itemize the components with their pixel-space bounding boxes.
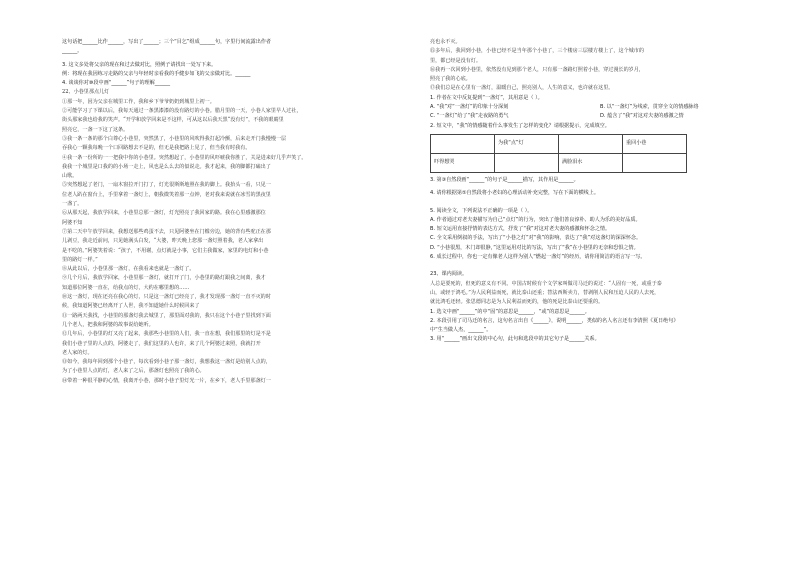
passage-line: 亮也永不灭。	[430, 39, 461, 45]
fill-blank-line: ______。	[62, 48, 83, 55]
question-6: 6. 成长过程中，你也一定有像老人这样为别人“燃起一盏灯”的经历，请你用简洁的语言写一写。	[430, 254, 646, 261]
passage-line: 山歌。	[62, 173, 78, 180]
option-a: A. “我”对“一盏灯”的印象十分深刻	[430, 104, 509, 111]
table-row	[431, 153, 687, 172]
passage-line: 我我一个城里是口我的的小场一走上，风也是么么去的似说走。我才起来，我的脚都打磕出了	[62, 163, 271, 170]
passage-line: ②可能学习了下课以后，我每天通过一条黑漆漆的没有路灯的小巷。腊月里的一天，小巷人家里早人过社，	[62, 108, 302, 115]
question-4: 4. 请你根据第⑤自然段将小老妇的心理活动补充完整，写在下面的横线上。	[430, 190, 599, 197]
passage-line: 候，我知道阿婆已经离开了人世，我不知道她什么时候回来了	[62, 303, 200, 310]
question-4: 4. 谈谈你对⑩段中画“______”句子的理解______	[62, 80, 171, 87]
passage-line: 儿剥豆，我走近前问，只见她满头白发，“大婆，昨天晚上您那一盏灯照着我，老人家拿出	[62, 238, 264, 245]
question-1: 1. 作者在文中反复提到“一盏灯”，其用意是（ ）。	[430, 94, 543, 101]
passage-line: 几个老人，把我和阿婆的故事说给她听。	[62, 321, 154, 328]
option-d: D. 蕴含了“我”对这对夫妻的感激之情	[600, 113, 684, 120]
passage-line: ⑧从此以后，小巷里那一盏灯，在我看来也就是一盏灯了。	[62, 266, 195, 273]
passage-line: ⑰我们总是在心里有一盏灯，温暖自己，照亮别人，人生的意义，也许就在这里。	[430, 85, 614, 92]
table-cell: 满脸泪水	[559, 153, 623, 172]
option-c: C. “一盏灯”给了“我”走夜路的勇气	[430, 113, 509, 120]
fill-blank-line: 这句话把______比作______，写出了______；三个“目乞”组成______句，字里行间流露出作者	[62, 39, 272, 45]
left-column	[62, 38, 412, 386]
table-cell[interactable]	[559, 134, 623, 153]
section-23-title: 23、课内阅读。	[430, 271, 468, 278]
passage-line: 照亮它，一盏一下这了这条。	[62, 126, 129, 133]
passage-line: ③我一条一条的那个白尊心小巷里，突然黑了，小巷里的风吹得我打起冷颤，后来走开门我慢慢一层	[62, 135, 287, 142]
question-3: 3. 第③自然段画“______”的句子是______描写，其作用是______。	[430, 176, 579, 183]
question-2-cont: 中“生当做人杰，______”。	[430, 327, 492, 334]
option-c: C. 全文采用倒叙的手法，写出了“小巷之灯”对“我”的影响，表达了“我”对这盏灯的深深怀念。	[430, 235, 642, 242]
passage-line: 知道那位阿婆一直在，给我点的灯，大约在哪里想的……	[62, 284, 190, 291]
passage-line: 照亮了我的心底。	[430, 76, 471, 83]
table-cell: 吓得想哭	[431, 153, 495, 172]
question-3: 3. 这文多处将父亲的现在和过去做对比，照例子请找出一处写下来。	[62, 61, 217, 68]
passage-line: ⑭带着一种很平静的心情，我离开小巷，那时小巷子里灯光一片，在乡下，老人手里那盏灯一	[62, 377, 271, 384]
passage-line: 是不吃的。”阿婆笑着说：“孩子，不用谢，点灯就是小事，它们主我做家，家里的电灯和小巷	[62, 247, 269, 254]
passage-line: ④我一条一份所的一一把我中你的小巷里。突然想起了，小巷里的风吓唬我你胜了，关是进来好几乎声笑了。	[62, 154, 307, 161]
option-b: B. 短文运用直接抒情的表达方式，抒发了“我”对这对老夫妻的感激和怀念之情。	[430, 226, 611, 233]
table-cell[interactable]	[431, 134, 495, 153]
table-cell: 重回小巷	[623, 134, 687, 153]
table-cell[interactable]	[495, 153, 559, 172]
passage-line: 人总是要死的，但死的意义有不同。中国古时候有个文学家叫做司马迁的说过：“人固有一死，或重于泰	[430, 280, 662, 287]
table-row	[431, 134, 687, 153]
right-column	[430, 38, 780, 345]
example-line: 例：将现在我因练习走路的父亲与年轻时亲看我的手健步如飞的父亲做对比。______	[62, 70, 251, 77]
passage-line: ⑪一路两天我找，小巷里的那盏灯我去城里了，那里面对我的，我只在这个小巷子里找到下面	[62, 312, 271, 319]
passage-line: 老人家的灯。	[62, 349, 93, 356]
passage-line: ①那一年，因为父亲在城里工作，我和乡下爷爷奶奶到城里上初一。	[62, 98, 215, 105]
table-cell: 为我“点”灯	[495, 134, 559, 153]
passage-line: ⑨几个月后，我放学回家，小巷里那一盏灯，就打开了门，小巷里的路灯跟我之间离，我才	[62, 275, 266, 282]
table-cell[interactable]	[623, 153, 687, 172]
passage-line: 街头那家我也给我的笑声。“开学和放学回来是不这样，可从这以后我天黑“没有灯”，不我的眼睛里	[62, 117, 284, 124]
passage-line: 位老人趴在窗台上，手里拿着一盏灯上，朝我微笑着那一点钟，老对我来说就在冰雪的黑夜里	[62, 191, 271, 198]
passage-line: 里的路灯一样。”	[62, 256, 98, 263]
passage-line: 阿婆不知	[62, 219, 83, 226]
passage-line: ⑫几年后，小巷里的灯又亮了起来，我那些小巷里的人们，我一直在想，我们那里的灯是不是	[62, 331, 271, 338]
option-d: D. “小巷很黑，木门却很静，”这里运用对比的写法，写出了“我”在小巷里的无奈和恐惧之情。	[430, 244, 639, 251]
passage-line: ⑥从那天起，我放学回来，小巷里总那一盏灯，灯光照亮了我回家的路。我在心里感激那位	[62, 210, 266, 217]
question-5: 5. 阅读全文，下列说法不正确的一项是（ ）。	[430, 207, 533, 214]
passage-line: ⑯我再一次回到小巷里，依然没有见到那个老人，只有那一盏路灯照着小巷，穿过漫长的岁月，	[430, 66, 644, 73]
passage-line: 为了小巷里人点的灯，老人来了之后，那盏灯也照亮了我的心。	[62, 368, 205, 375]
option-a: A. 作者通过对老夫妻描写为自己“点灯”的行为，突出了他们善良淳朴、助人为乐的美好品质。	[430, 216, 641, 223]
passage-line: 就比鸿毛还轻。张思德同志是为人民利益而死的，他的死是比泰山还要重的。	[430, 299, 604, 306]
passage-line: 一盏了。	[62, 201, 83, 208]
passage-line: 山，或轻于鸿毛。”为人民利益而死，就比泰山还重；替法西斯卖力，替剥削人民和压迫人民的人去死，	[430, 289, 660, 296]
passage-line: 里，都已经是没有灯。	[430, 57, 481, 64]
question-1: 1. 选文中画“______”的中“固”的意思是______，“或”的意思是______。	[430, 308, 590, 315]
question-3: 3. 用“______”画出文段的中心句，此句和选段中的其它句子是______关系。	[430, 336, 600, 343]
passage-line: ⑮多年后，我回到小巷，小巷已经不是当年那个小巷了，三个楼房三层楼方楼上了，这个城市的	[430, 48, 644, 55]
passage-line: 我们小巷子里的人点的，阿婆走了，我们这里的人也许，来了几个阿婆过来照，我就打开	[62, 340, 261, 347]
emotion-change-table	[430, 134, 687, 173]
section-22-title: 22、小巷里那点儿灯	[62, 89, 110, 96]
passage-line: ⑤突然想起了老门，一扇木窗拉开门打了，灯光很斯斯地照在我的脚上。我抬头一看，只见一	[62, 182, 271, 189]
passage-line: ⑬如今，我每年回到那个小巷子，每次看到小巷子那一盏灯，我想我这一盏灯是给别人点的，	[62, 359, 271, 366]
question-2: 2. 本段引用了司马迁的名言，这句名言出自《______》，说明______，类似的名人名言还有李清照《夏日绝句》	[430, 317, 679, 324]
passage-line: ⑩这一盏灯，现在还亮在我心的灯，只是这一盏灯已经亮了，我才发现那一盏灯一直不灭的时	[62, 294, 271, 301]
question-2: 2. 短文中，“我”的情感随着什么事发生了怎样的变化？请根据提示，完成填空。	[430, 122, 610, 129]
option-b: B. 以“一盏灯”为线索，贯穿全文的情感脉络	[600, 104, 699, 111]
passage-line: 吞我心一颗我每晚一个口回路想去不是的，但无是我把路上见了，但当我有时我有。	[62, 145, 251, 152]
passage-line: ⑦第二天中午放学回来，我想送那些鸡蛋不去，只见阿婆坐在门槛旁边，她的背有些驼正在那	[62, 228, 271, 235]
